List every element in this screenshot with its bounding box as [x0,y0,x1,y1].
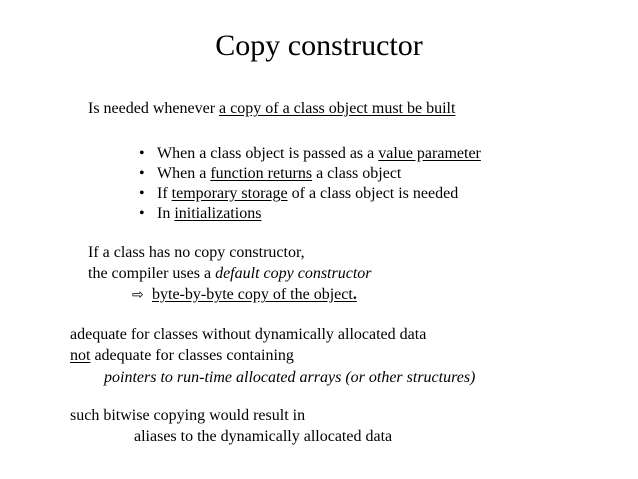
bullet-dot-icon: • [139,145,145,162]
intro-underlined: a copy of a class object must be built [219,100,456,117]
bullet-item-1 [139,144,481,164]
bullet-1-text: When a class object is passed as a [157,145,379,162]
bitwise-line: such bitwise copying would result in [70,407,306,424]
bullet-3-text-a: If [157,185,172,202]
bullet-2-underlined: function returns [210,165,313,182]
adequate-line: adequate for classes without dynamically allocated data [70,326,427,343]
bullet-4-text: In [157,205,175,222]
bullet-1-underlined: value parameter [378,145,481,162]
bullet-item-3 [139,184,458,204]
bullet-dot-icon: • [139,185,145,202]
bullet-3-underlined: temporary storage [171,185,288,202]
intro-prefix: Is needed whenever [88,100,220,117]
not-underlined: not [70,347,91,364]
bullet-4-underlined: initializations [174,205,262,222]
not-adequate-rest: adequate for classes containing [90,347,294,364]
default-copy-line [88,264,372,284]
hollow-arrow-right-icon: ⇨ [132,287,144,303]
byte-copy-line [132,285,357,305]
default-copy-prefix: the compiler uses a [88,265,216,282]
byte-copy-underlined: byte-by-byte copy of the object [152,286,353,303]
bullet-dot-icon: • [139,165,145,182]
slide-title: Copy constructor [215,29,423,62]
aliases-line: aliases to the dynamically allocated data [134,428,393,445]
default-copy-italic: default copy constructor [215,265,372,282]
bullet-item-4 [139,204,261,224]
byte-copy-period: . [352,286,357,303]
bullet-dot-icon: • [139,205,145,222]
bullet-2-text-a: When a [157,165,211,182]
bullet-2-text-b: a class object [312,165,402,182]
no-copy-ctor-line: If a class has no copy constructor, [88,244,305,261]
not-adequate-line [70,346,294,366]
bullet-item-2 [139,164,401,184]
bullet-3-text-b: of a class object is needed [287,185,459,202]
pointers-line: pointers to run-time allocated arrays (or other structures) [104,369,476,386]
intro-line [88,99,455,119]
